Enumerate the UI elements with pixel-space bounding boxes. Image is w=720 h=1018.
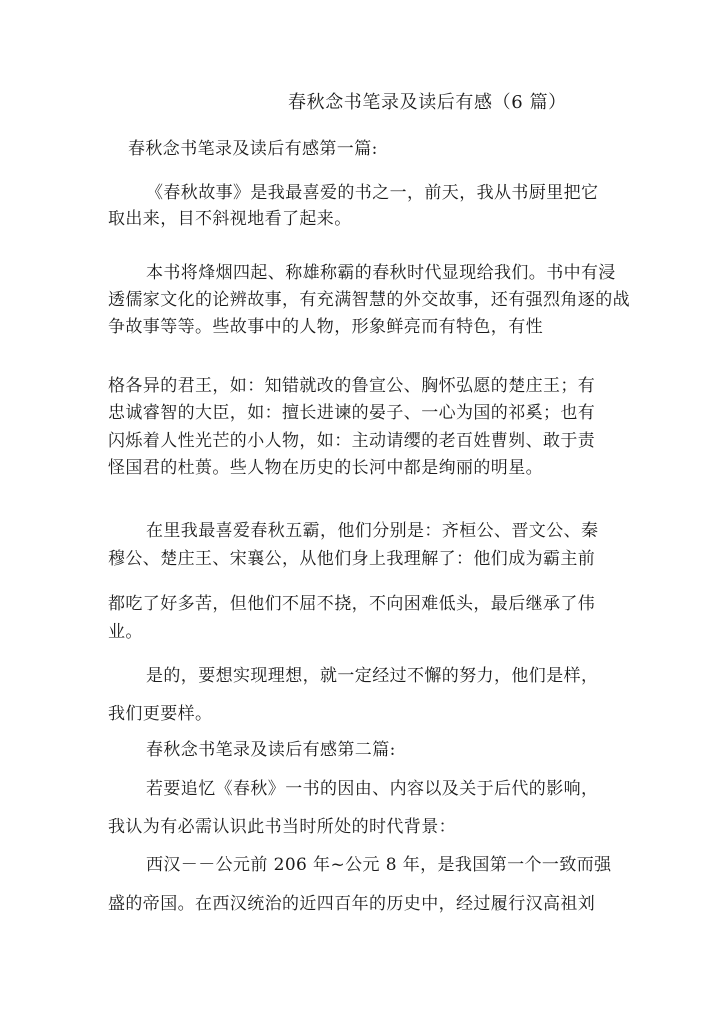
paragraph-line: 穆公、楚庄王、宋襄公，从他们身上我理解了：他们成为霸主前	[108, 549, 596, 569]
paragraph-line: 争故事等等。些故事中的人物，形象鲜亮而有特色，有性	[108, 317, 543, 337]
paragraph-line: 是的，要想实现理想，就一定经过不懈的努力，他们是样，	[146, 666, 599, 686]
paragraph-line: 本书将烽烟四起、称雄称霸的春秋时代显现给我们。书中有浸	[146, 263, 616, 283]
paragraph-line: 怪国君的杜蒉。些人物在历史的长河中都是绚丽的明星。	[108, 458, 543, 478]
paragraph-line: 业。	[108, 622, 143, 642]
section-heading-2: 春秋念书笔录及读后有感第二篇:	[146, 740, 396, 760]
paragraph-line: 盛的帝国。在西汉统治的近四百年的历史中，经过履行汉高祖刘	[108, 894, 596, 914]
paragraph-line: 在里我最喜爱春秋五霸，他们分别是：齐桓公、晋文公、秦	[146, 521, 599, 541]
paragraph-line: 《春秋故事》是我最喜爱的书之一，前天，我从书厨里把它	[146, 183, 599, 203]
paragraph-line: 取出来，目不斜视地看了起来。	[108, 209, 352, 229]
paragraph-line: 我们更要样。	[108, 704, 213, 724]
paragraph-line: 若要追忆《春秋》一书的因由、内容以及关于后代的影响，	[146, 779, 599, 799]
paragraph-line: 格各异的君王，如：知错就改的鲁宣公、胸怀弘愿的楚庄王；有	[108, 376, 596, 396]
paragraph-line: 透儒家文化的论辨故事，有充满智慧的外交故事，还有强烈角逐的战	[108, 290, 630, 310]
paragraph-line: 我认为有必需认识此书当时所处的时代背景：	[108, 817, 456, 837]
paragraph-line: 都吃了好多苦，但他们不屈不挠，不向困难低头，最后继承了伟	[108, 594, 596, 614]
section-heading-1: 春秋念书笔录及读后有感第一篇:	[128, 139, 378, 159]
paragraph-line: 西汉－－公元前 206 年~公元 8 年，是我国第一个一致而强	[146, 855, 612, 875]
document-title: 春秋念书笔录及读后有感（6 篇）	[288, 92, 567, 113]
paragraph-line: 忠诚睿智的大臣，如：擅长进谏的晏子、一心为国的祁奚；也有	[108, 403, 596, 423]
paragraph-line: 闪烁着人性光芒的小人物，如：主动请缨的老百姓曹刿、敢于责	[108, 431, 596, 451]
